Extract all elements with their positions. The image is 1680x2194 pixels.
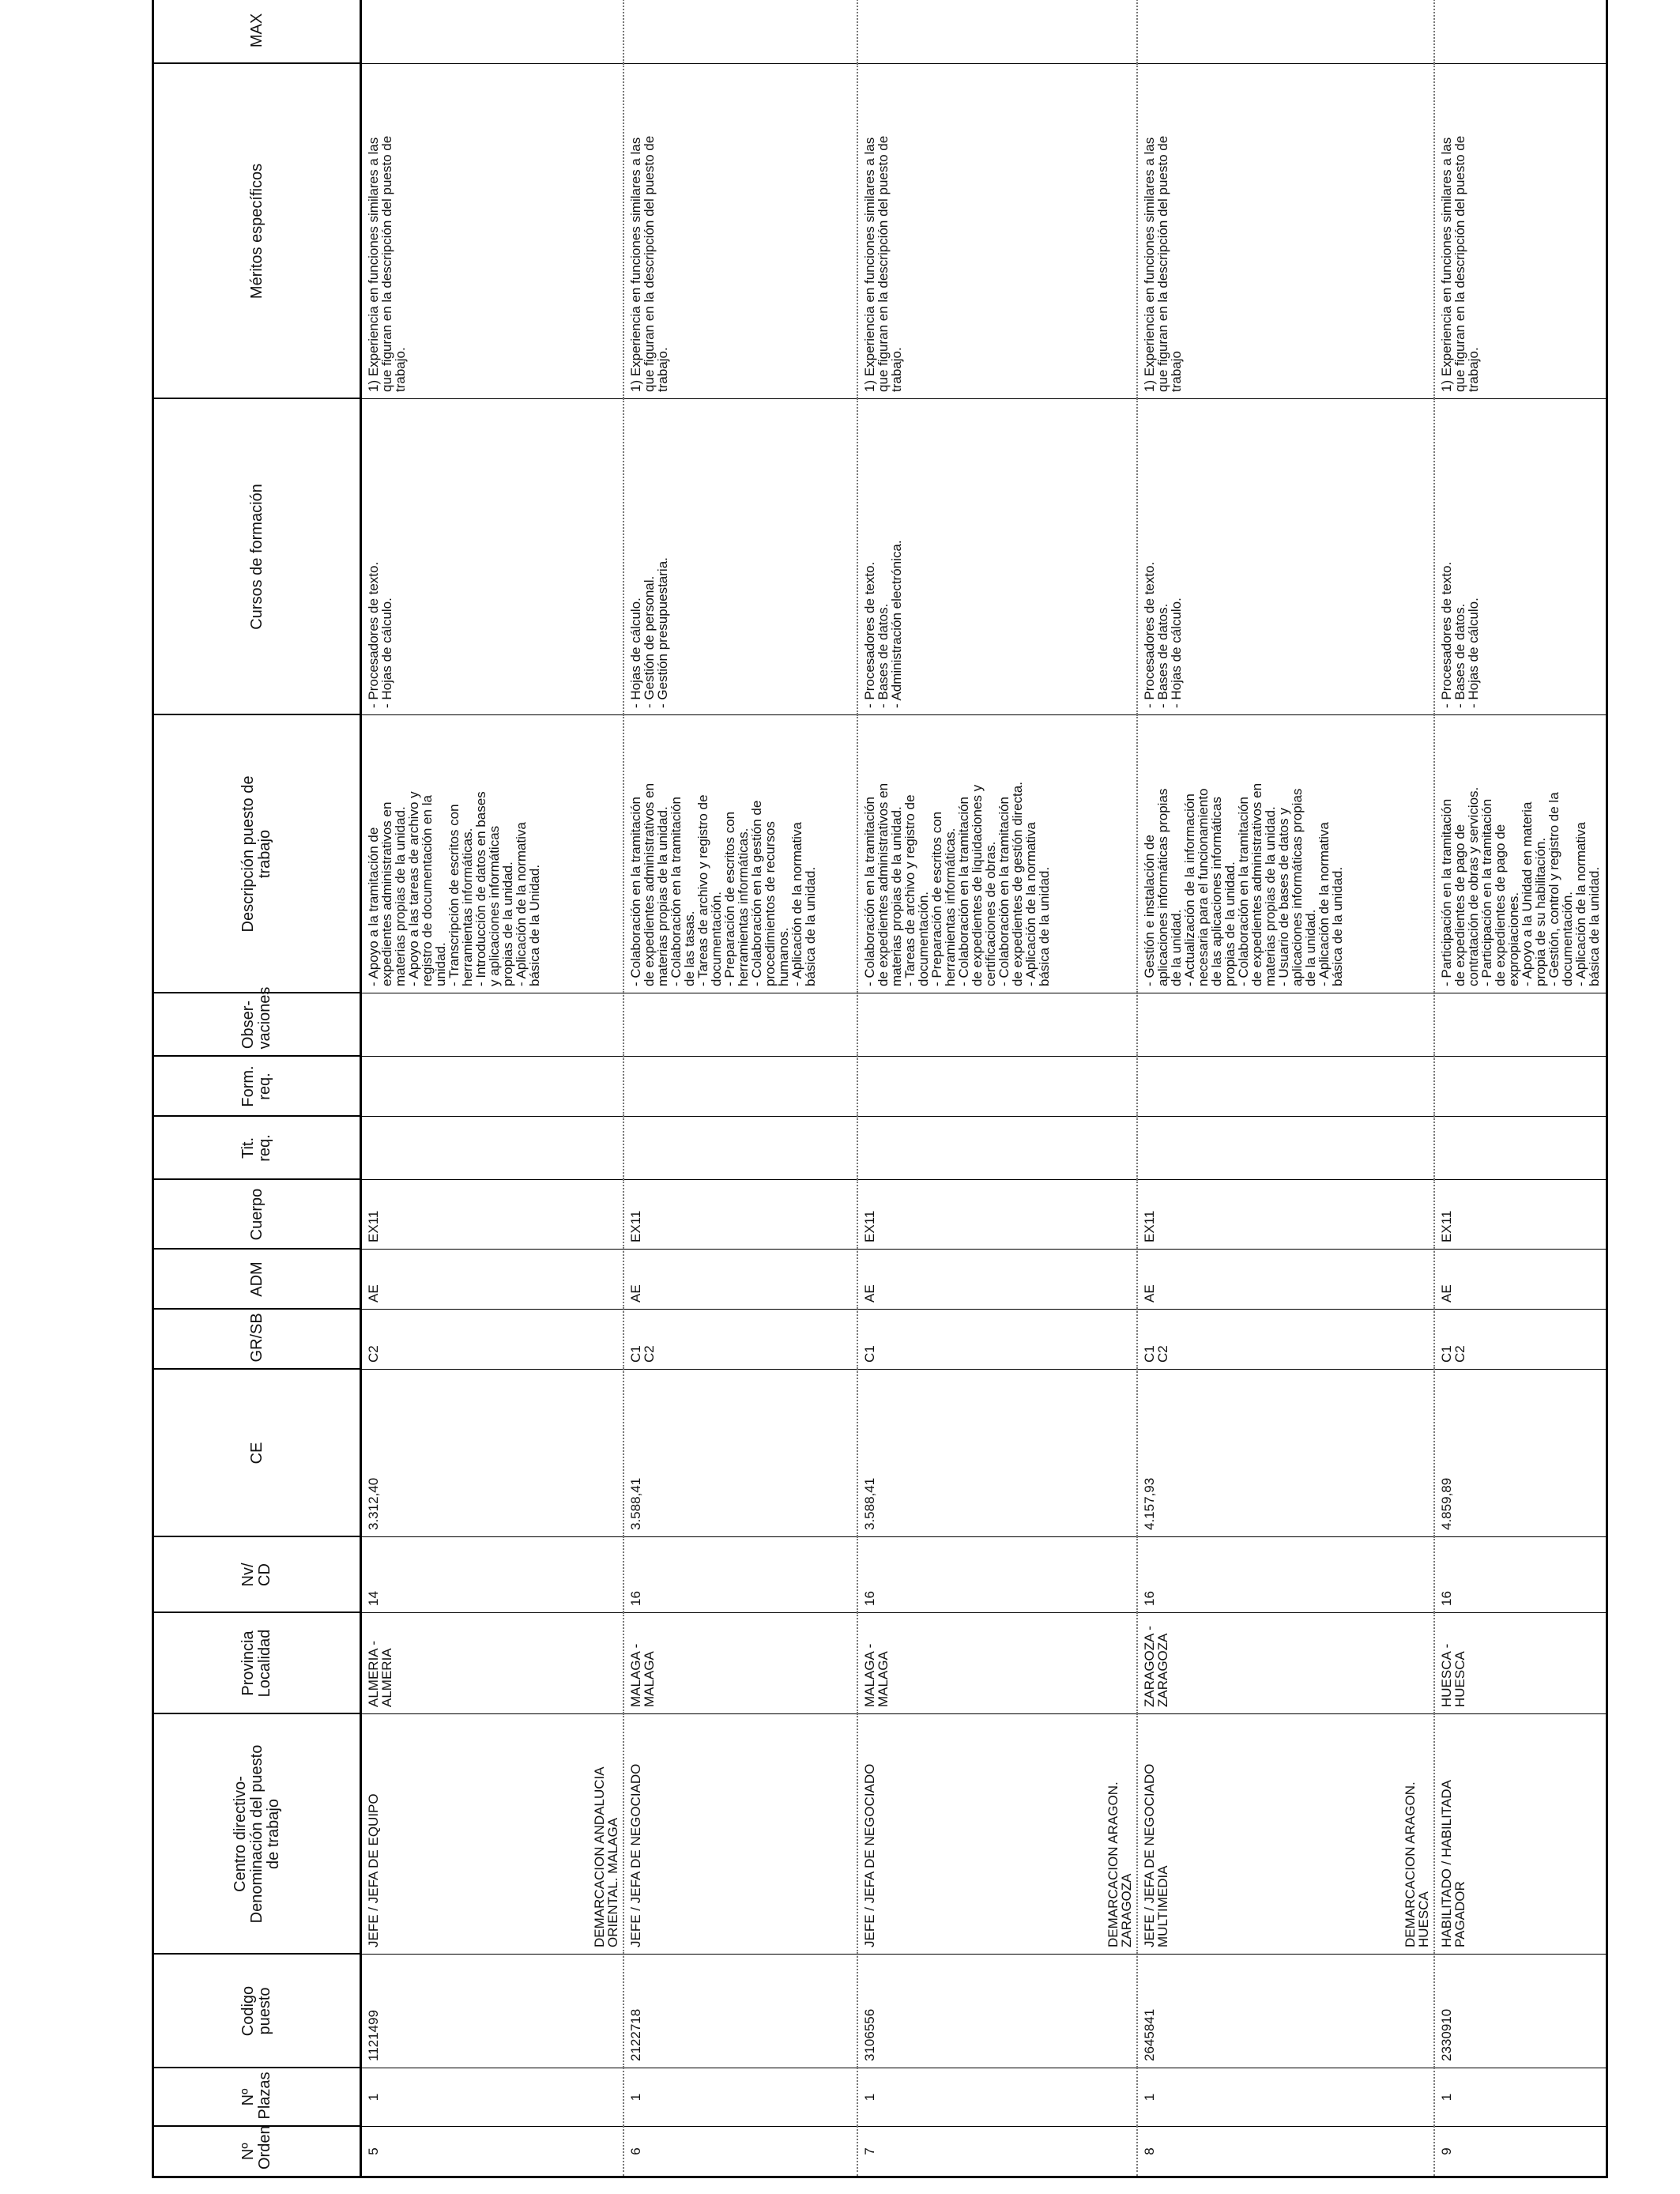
cell-adm: AE [361,1250,624,1310]
cell-cuerpo: EX11 [1434,1180,1607,1250]
cell-grsb: C1 C2 [623,1310,857,1370]
cell-cuerpo: EX11 [857,1180,1137,1250]
cell-obs [1137,993,1434,1057]
cell-centro [857,1714,1137,1955]
centro-directivo-siguiente: DEMARCACION ARAGON. HUESCA [1403,1781,1431,1947]
puesto-denominacion: JEFE / JEFA DE NEGOCIADO MULTIMEDIA [1142,1763,1170,1947]
centro-directivo-siguiente: DEMARCACION ARAGON. ZARAGOZA [1106,1781,1134,1947]
cell-orden: 5 [361,2127,624,2177]
cell-ce: 3.312,40 [361,1370,624,1537]
cell-orden: 6 [623,2127,857,2177]
header-cursos: Cursos de formación [153,399,361,715]
cell-provincia: ALMERIA - ALMERIA [361,1613,624,1714]
cell-cuerpo: EX11 [623,1180,857,1250]
header-ce: CE [153,1370,361,1537]
header-cuerpo: Cuerpo [153,1180,361,1250]
cell-plazas: 1 [1434,2068,1607,2127]
cell-max [623,0,857,64]
cell-ce: 4.859,89 [1434,1370,1607,1537]
cell-form [857,1057,1137,1117]
cell-max [361,0,624,64]
header-descripcion: Descripción puesto de trabajo [153,715,361,993]
table-row [361,0,624,2177]
cell-adm: AE [1137,1250,1434,1310]
header-plazas: Nº Plazas [153,2068,361,2127]
cell-nivel: 14 [361,1537,624,1613]
cell-obs [361,993,624,1057]
cell-tit [1137,1117,1434,1180]
cell-adm: AE [623,1250,857,1310]
puestos-table [152,0,1608,2178]
cell-cuerpo: EX11 [1137,1180,1434,1250]
table-row [1137,0,1434,2177]
cell-cursos: - Hojas de cálculo. - Gestión de personal. - Gestión presupuestaria. [623,399,857,715]
cell-orden: 8 [1137,2127,1434,2177]
header-grsb: GR/SB [153,1310,361,1370]
cell-descripcion: - Colaboración en la tramitación de expedientes administrativos en materias propias de la unidad. - Colaboración en la tramitación de las tasas. - Tareas de archivo y registro de documentación. - Preparación de escritos con herramientas informáticas. - Colaboración en la gestión de procedimientos de recursos humanos. - Aplicación de la normativa básica de la unidad. [623,715,857,993]
cell-cursos: - Procesadores de texto. - Hojas de cálculo. [361,399,624,715]
cell-tit [857,1117,1137,1180]
cell-grsb: C2 [361,1310,624,1370]
centro-directivo-siguiente: DEMARCACION ANDALUCIA ORIENTAL. MALAGA [592,1766,620,1947]
cell-max [857,0,1137,64]
cell-provincia: MALAGA - MALAGA [623,1613,857,1714]
cell-form [623,1057,857,1117]
cell-codigo: 2122718 [623,1955,857,2068]
header-meritos: Méritos específicos [153,64,361,399]
cell-plazas: 1 [361,2068,624,2127]
cell-descripcion: - Gestión e instalación de aplicaciones informáticas propias de la unidad. - Actualización de la información necesaria para el funcionamiento de las aplicaciones informáticas propias de la unidad. - Colaboración en la tramitación de expedientes administrativos en materias propias de la unidad. - Usuario de bases de datos y aplicaciones informáticas propias de la unidad. - Aplicación de la normativa básica de la unidad. [1137,715,1434,993]
cell-codigo: 3106556 [857,1955,1137,2068]
cell-codigo: 2330910 [1434,1955,1607,2068]
cell-adm: AE [857,1250,1137,1310]
rotated-page [152,13,1602,2178]
cell-adm: AE [1434,1250,1607,1310]
cell-plazas: 1 [623,2068,857,2127]
cell-provincia: ZARAGOZA - ZARAGOZA [1137,1613,1434,1714]
cell-nivel: 16 [1137,1537,1434,1613]
cell-obs [623,993,857,1057]
header-obs: Obser- vaciones [153,993,361,1057]
cell-orden: 9 [1434,2127,1607,2177]
cell-obs [1434,993,1607,1057]
cell-centro [361,1714,624,1955]
cell-tit [361,1117,624,1180]
cell-nivel: 16 [623,1537,857,1613]
cell-grsb: C1 C2 [1434,1310,1607,1370]
cell-meritos: 1) Experiencia en funciones similares a las que figuran en la descripción del puesto de trabajo. [361,64,624,399]
cell-orden: 7 [857,2127,1137,2177]
cell-codigo: 1121499 [361,1955,624,2068]
cell-meritos: 1) Experiencia en funciones similares a las que figuran en la descripción del puesto de trabajo. [857,64,1137,399]
cell-tit [1434,1117,1607,1180]
cell-form [361,1057,624,1117]
cell-nivel: 16 [1434,1537,1607,1613]
header-orden: Nº Orden [153,2127,361,2177]
cell-codigo: 2645841 [1137,1955,1434,2068]
header-row [153,0,361,2177]
cell-meritos: 1) Experiencia en funciones similares a las que figuran en la descripción del puesto de trabajo [1137,64,1434,399]
table-row [1434,0,1607,2177]
puesto-denominacion: JEFE / JEFA DE NEGOCIADO [628,1763,643,1947]
header-max: MAX [153,0,361,64]
cell-plazas: 1 [857,2068,1137,2127]
cell-descripcion: - Apoyo a la tramitación de expedientes administrativos en materias propias de la unidad. - Apoyo a las tareas de archivo y registro de documentación en la unidad. - Transcripción de escritos con herramientas informáticas. - Introducción de datos en bases y aplicaciones informáticas propias de la unidad. - Aplicación de la normativa básica de la Unidad. [361,715,624,993]
puesto-denominacion: JEFE / JEFA DE NEGOCIADO [862,1763,877,1947]
cell-cursos: - Procesadores de texto. - Bases de datos. - Hojas de cálculo. [1137,399,1434,715]
cell-grsb: C1 C2 [1137,1310,1434,1370]
puesto-denominacion: HABILITADO / HABILITADA PAGADOR [1439,1780,1467,1947]
cell-descripcion: - Participación en la tramitación de expedientes de pago de contratación de obras y servicios. - Participación en la tramitación de expedientes de pago de expropiaciones. - Apoyo a la Unidad en materia propia de su habilitación. - Gestión, control y registro de la documentación. - Aplicación de la normativa básica de la unidad. [1434,715,1607,993]
cell-ce: 3.588,41 [857,1370,1137,1537]
header-codigo: Codigo puesto [153,1955,361,2068]
cell-cursos: - Procesadores de texto. - Bases de datos. - Hojas de cálculo. [1434,399,1607,715]
cell-cursos: - Procesadores de texto. - Bases de datos. - Administración electrónica. [857,399,1137,715]
header-adm: ADM [153,1250,361,1310]
cell-plazas: 1 [1137,2068,1434,2127]
cell-descripcion: - Colaboración en la tramitación de expedientes administrativos en materias propias de la unidad. - Tareas de archivo y registro de documentación. - Preparación de escritos con herramientas informáticas. - Colaboración en la tramitación de expedientes de liquidaciones y certificaciones de obras. - Colaboración en la tramitación de expedientes de gestión directa. - Aplicación de la normativa básica de la unidad. [857,715,1137,993]
cell-centro [1137,1714,1434,1955]
cell-form [1137,1057,1434,1117]
cell-grsb: C1 [857,1310,1137,1370]
cell-nivel: 16 [857,1537,1137,1613]
cell-tit [623,1117,857,1180]
cell-meritos: 1) Experiencia en funciones similares a las que figuran en la descripción del puesto de trabajo. [1434,64,1607,399]
cell-ce: 3.588,41 [623,1370,857,1537]
cell-max [1137,0,1434,64]
cell-meritos: 1) Experiencia en funciones similares a las que figuran en la descripción del puesto de trabajo. [623,64,857,399]
cell-max [1434,0,1607,64]
table-row [857,0,1137,2177]
header-provincia: Provincia Localidad [153,1613,361,1714]
table-row [623,0,857,2177]
cell-obs [857,993,1137,1057]
cell-form [1434,1057,1607,1117]
cell-centro [1434,1714,1607,1955]
cell-provincia: HUESCA - HUESCA [1434,1613,1607,1714]
cell-cuerpo: EX11 [361,1180,624,1250]
header-nivel: Nv/ CD [153,1537,361,1613]
puesto-denominacion: JEFE / JEFA DE EQUIPO [366,1793,381,1947]
header-centro: Centro directivo- Denominación del puesto de trabajo [153,1714,361,1955]
header-tit: Tit. req. [153,1117,361,1180]
cell-centro [623,1714,857,1955]
header-form: Form. req. [153,1057,361,1117]
cell-ce: 4.157,93 [1137,1370,1434,1537]
cell-provincia: MALAGA - MALAGA [857,1613,1137,1714]
table-body [361,0,1607,2177]
